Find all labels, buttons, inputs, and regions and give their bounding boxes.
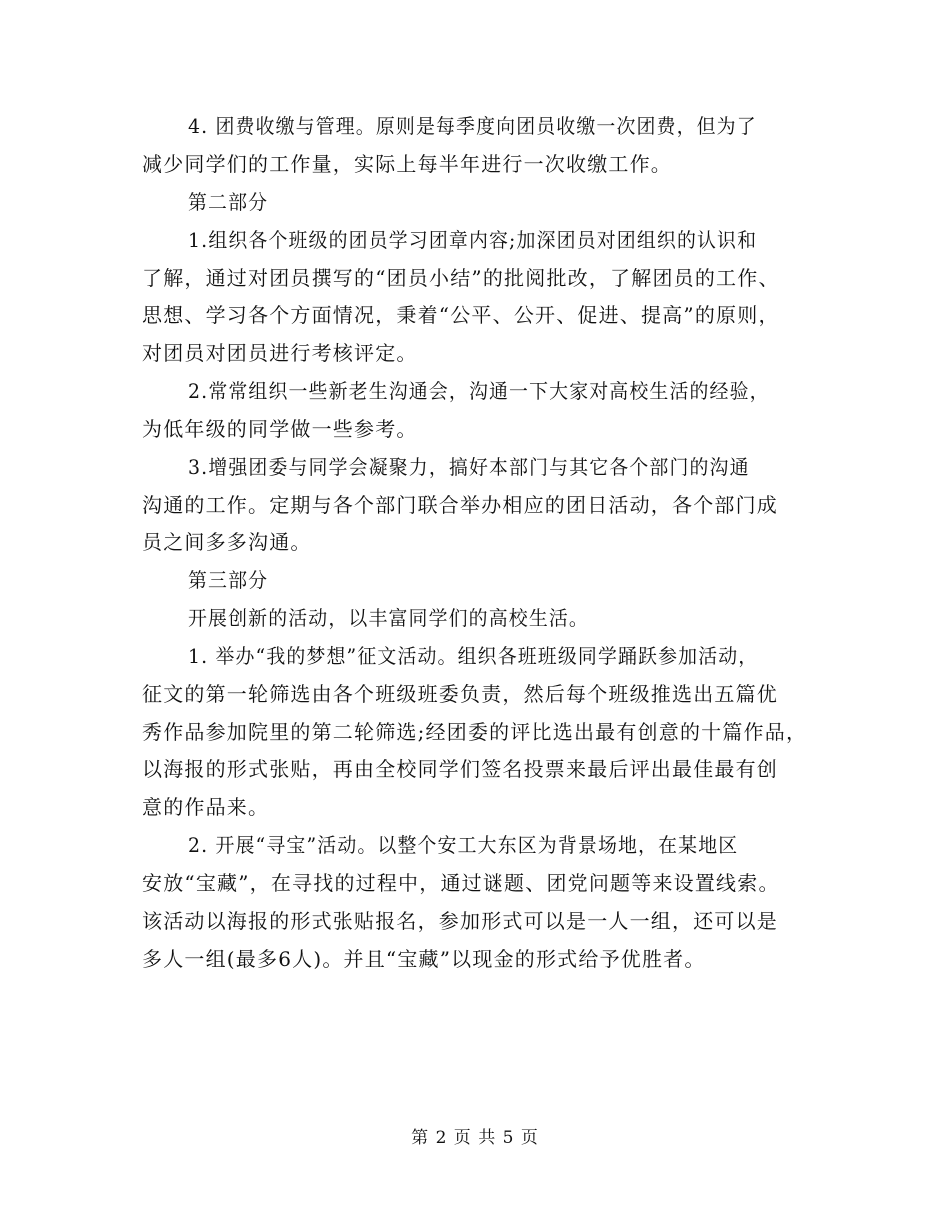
page-footer: 第 2 页 共 5 页 [411, 1128, 539, 1148]
text-line-2: 减少同学们的工作量，实际上每半年进行一次收缴工作。 [142, 152, 672, 176]
text-line-22: 该活动以海报的形式张贴报名，参加形式可以是一人一组，还可以是 [142, 909, 778, 933]
text-line-5: 了解，通过对团员撰写的“团员小结”的批阅批改，了解团员的工作、 [142, 266, 780, 290]
text-line-23: 多人一组(最多6人)。并且“宝藏”以现金的形式给予优胜者。 [142, 947, 706, 971]
text-line-20: 2. 开展“寻宝”活动。以整个安工大东区为背景场地，在某地区 [188, 833, 739, 857]
text-line-4: 1.组织各个班级的团员学习团章内容;加深团员对团组织的认识和 [188, 228, 758, 252]
text-line-8: 2.常常组织一些新老生沟通会，沟通一下大家对高校生活的经验， [188, 379, 770, 403]
text-line-16: 征文的第一轮筛选由各个班级班委负责，然后每个班级推选出五篇优 [142, 682, 778, 706]
section-heading-part-two: 第二部分 [188, 190, 269, 214]
text-line-15: 1. 举办“我的梦想”征文活动。组织各班班级同学踊跃参加活动， [188, 644, 759, 668]
text-line-17: 秀作品参加院里的第二轮筛选;经团委的评比选出最有创意的十篇作品， [142, 720, 808, 744]
text-line-6: 思想、学习各个方面情况，秉着“公平、公开、促进、提高”的原则， [142, 303, 780, 327]
text-line-7: 对团员对团员进行考核评定。 [142, 341, 418, 365]
text-line-18: 以海报的形式张贴，再由全校同学们签名投票来最后评出最佳最有创 [142, 757, 778, 781]
text-line-11: 沟通的工作。定期与各个部门联合举办相应的团日活动，各个部门成 [142, 493, 778, 517]
text-line-14: 开展创新的活动，以丰富同学们的高校生活。 [188, 606, 589, 630]
text-line-19: 意的作品来。 [142, 795, 270, 819]
text-line-12: 员之间多多沟通。 [142, 530, 312, 554]
text-line-10: 3.增强团委与同学会凝聚力，搞好本部门与其它各个部门的沟通 [188, 455, 750, 479]
text-line-9: 为低年级的同学做一些参考。 [142, 417, 418, 441]
text-line-21: 安放“宝藏”，在寻找的过程中，通过谜题、团党问题等来设置线索。 [142, 871, 780, 895]
text-line-1: 4. 团费收缴与管理。原则是每季度向团员收缴一次团费，但为了 [188, 114, 757, 138]
section-heading-part-three: 第三部分 [188, 568, 269, 592]
